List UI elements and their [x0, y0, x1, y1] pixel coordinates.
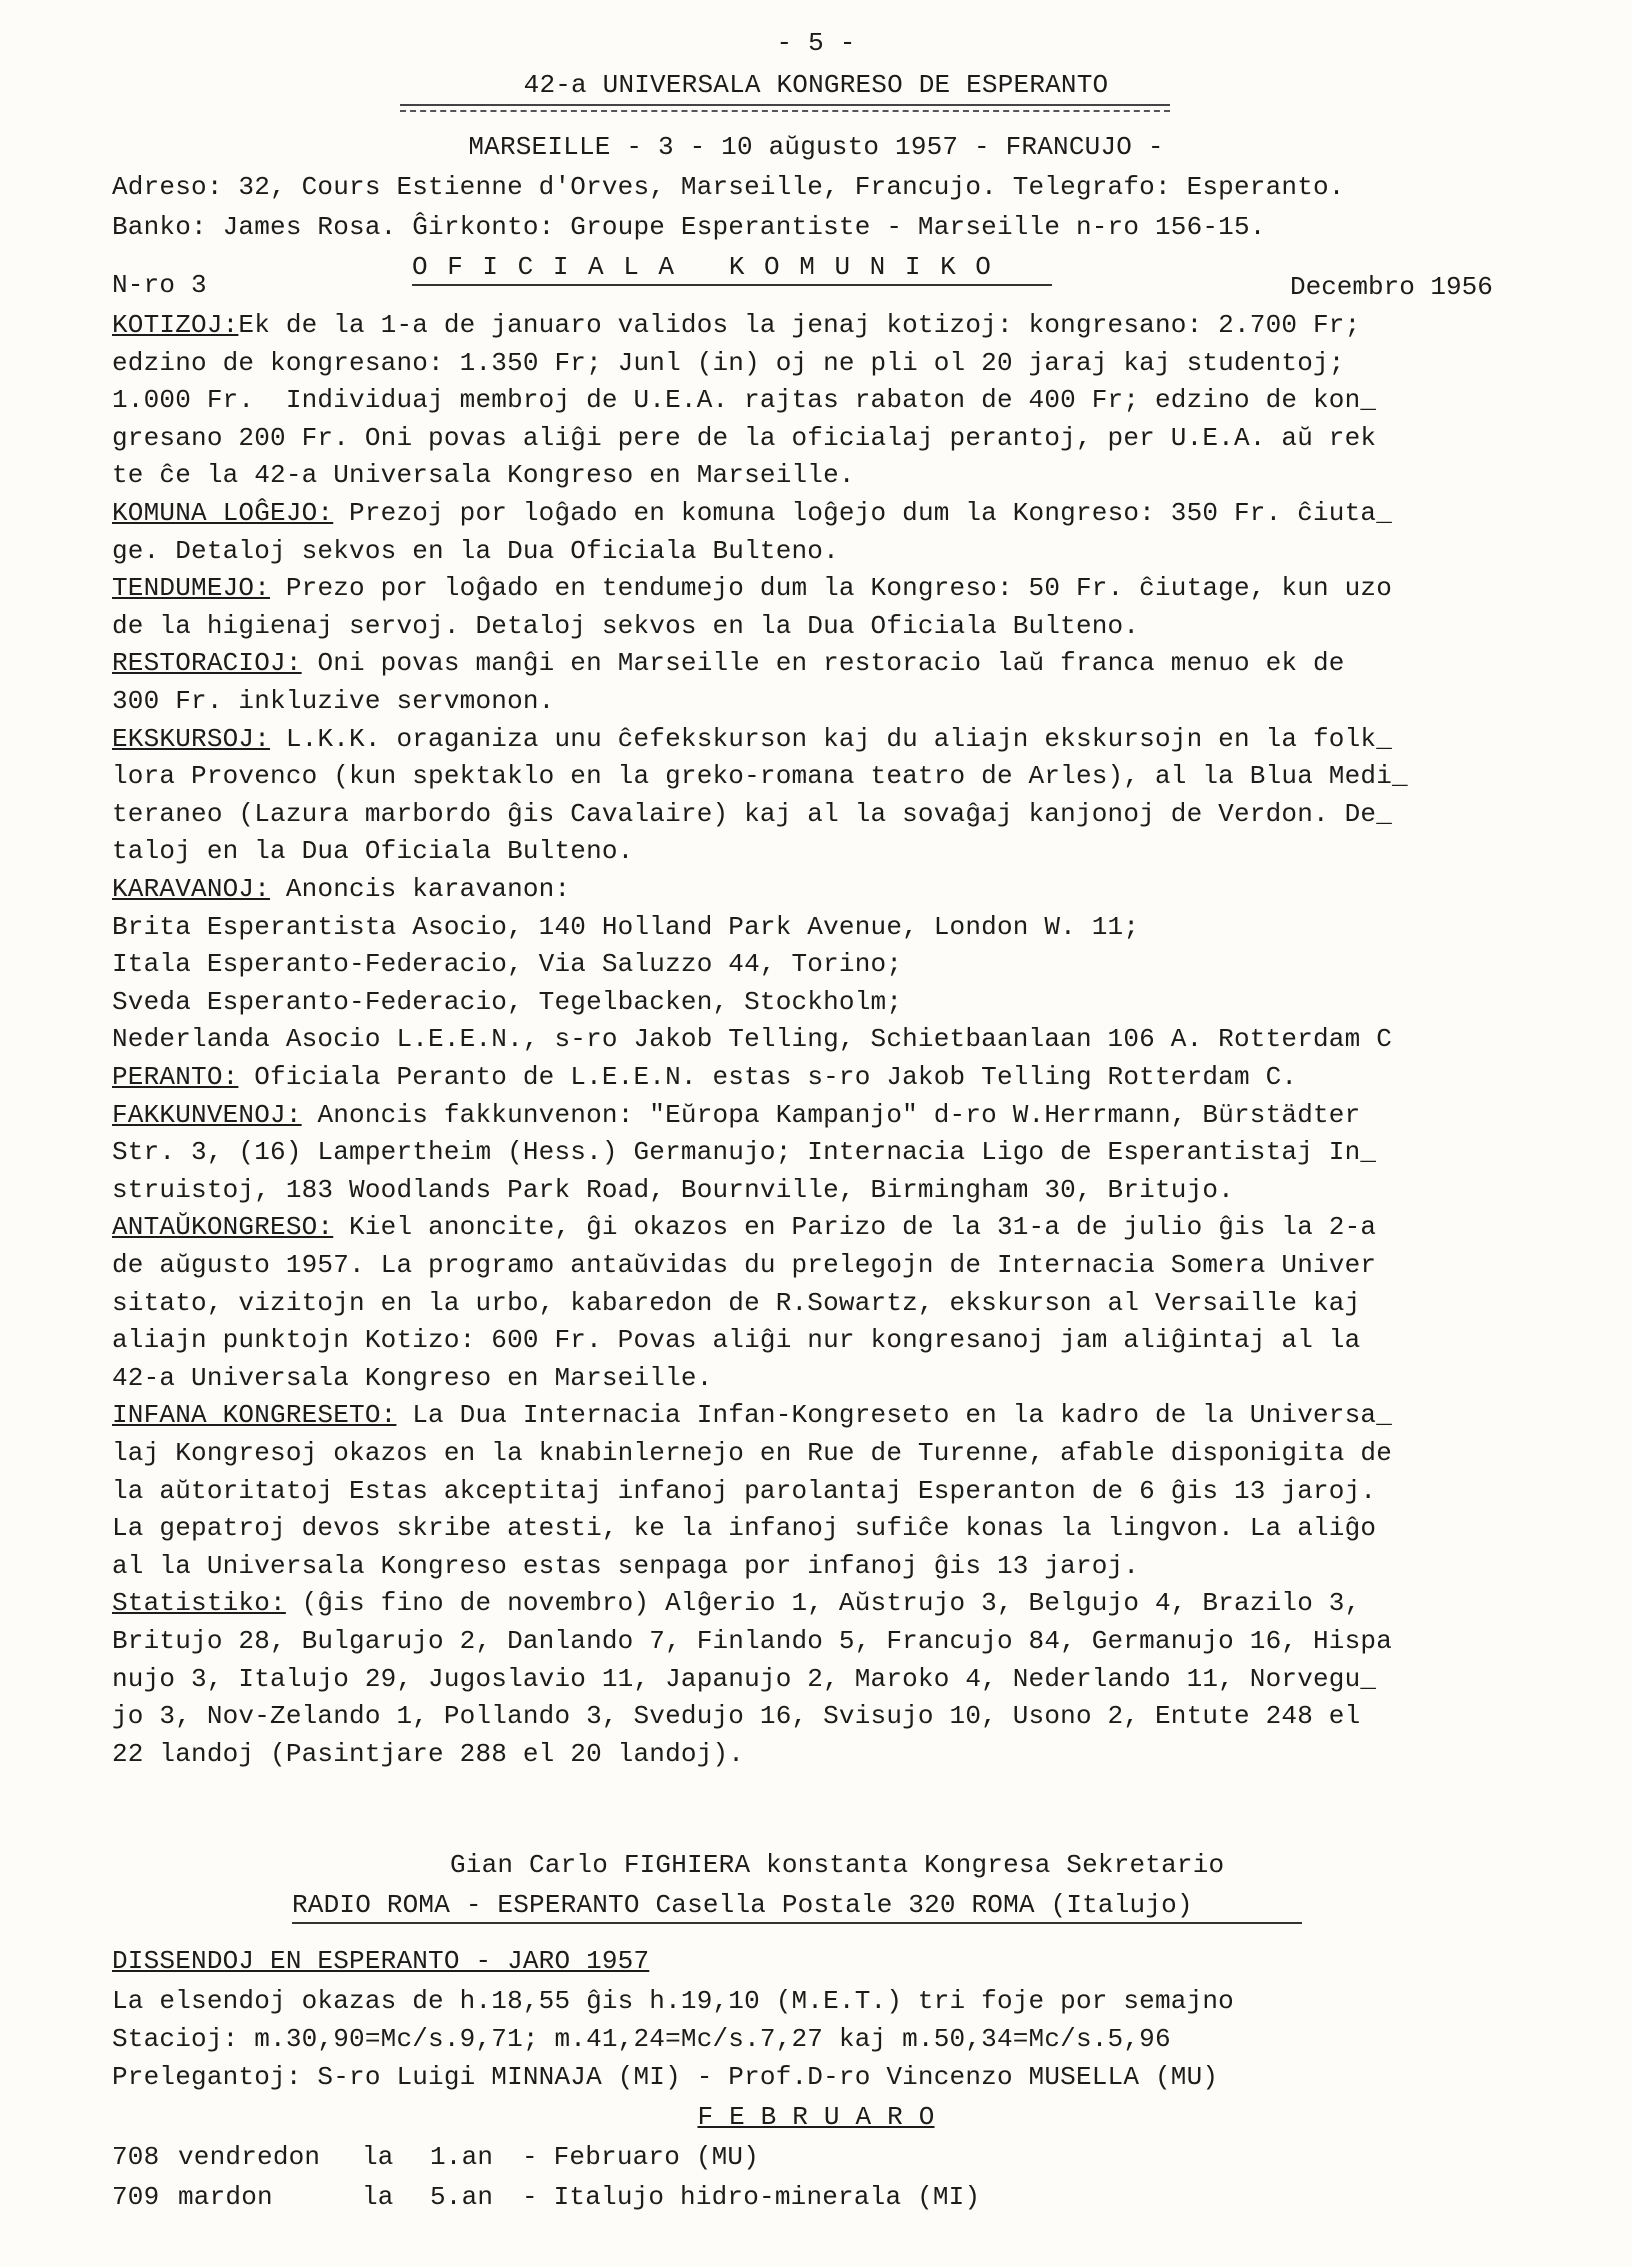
- section-label: KOTIZOJ:: [112, 310, 239, 340]
- schedule-topic: - Februaro (MU): [522, 2142, 760, 2172]
- section-line: 22 landoj (Pasintjare 288 el 20 landoj).: [112, 1738, 745, 1769]
- issue-date: Decembro 1956: [1290, 272, 1493, 302]
- section-first-line: [112, 724, 1392, 754]
- section-line: 300 Fr. inkluzive servmonon.: [112, 686, 555, 716]
- section-text: Oficiala Peranto de L.E.E.N. estas s-ro Jakob Telling Rotterdam C.: [238, 1062, 1298, 1092]
- section-text: Anoncis fakkunvenon: "Eŭropa Kampanjo" d-ro W.Herrmann, Bürstädter: [301, 1099, 1361, 1130]
- section-first-line: [112, 1062, 1297, 1092]
- section-label: KOMUNA LOĜEJO:: [112, 498, 334, 528]
- section-line: sitato, vizitojn en la urbo, kabaredon de R.Sowartz, ekskurson al Versaille kaj: [112, 1287, 1361, 1318]
- section-line: 1.000 Fr. Individuaj membroj de U.E.A. rajtas rabaton de 400 Fr; edzino de kon_: [112, 385, 1377, 416]
- section-line: de aŭgusto 1957. La programo antaŭvidas du prelegojn de Internacia Somera Univer: [112, 1250, 1377, 1280]
- page-number: - 5 -: [776, 28, 856, 58]
- section-text: (ĝis fino de novembro) Alĝerio 1, Aŭstrujo 3, Belgujo 4, Brazilo 3,: [285, 1588, 1361, 1619]
- section-line: 42-a Universala Kongreso en Marseille.: [112, 1362, 713, 1393]
- section-line: Britujo 28, Bulgarujo 2, Danlando 7, Finlando 5, Francujo 84, Germanujo 16, Hispa: [112, 1626, 1393, 1656]
- section-first-line: [112, 1588, 1360, 1618]
- section-line: La gepatroj devos skribe atesti, ke la infanoj sufiĉe konas la lingvon. La aliĝo: [112, 1513, 1377, 1544]
- section-first-line: [112, 573, 1392, 603]
- section-text: Prezo por loĝado en tendumejo dum la Kongreso: 50 Fr. ĉiutage, kun uzo: [270, 573, 1393, 604]
- section-line: laj Kongresoj okazos en la knabinlernejo en Rue de Turenne, afable disponigita de: [112, 1438, 1393, 1468]
- section-line: edzino de kongresano: 1.350 Fr; Junl (in) oj ne pli ol 20 jaraj kaj studentoj;: [112, 347, 1345, 378]
- section-text: Kiel anoncite, ĝi okazos en Parizo de la 31-a de julio ĝis la 2-a: [333, 1212, 1377, 1243]
- signature: Gian Carlo FIGHIERA konstanta Kongresa Sekretario: [450, 1850, 1225, 1880]
- schedule-date: 5.an: [430, 2182, 494, 2212]
- section-label: FAKKUNVENOJ:: [112, 1099, 302, 1130]
- section-label: ANTAŬKONGRESO:: [112, 1212, 334, 1243]
- section-text: Prezoj por loĝado en komuna loĝejo dum la Kongreso: 350 Fr. ĉiuta_: [333, 498, 1393, 528]
- section-line: taloj en la Dua Oficiala Bulteno.: [112, 836, 634, 867]
- broadcast-line: Stacioj: m.30,90=Mc/s.9,71; m.41,24=Mc/s.7,27 kaj m.50,34=Mc/s.5,96: [112, 2024, 1171, 2054]
- broadcast-title: DISSENDOJ EN ESPERANTO - JARO 1957: [112, 1946, 650, 1976]
- schedule-day: mardon: [178, 2182, 273, 2212]
- section-first-line: [112, 1212, 1376, 1242]
- section-line: struistoj, 183 Woodlands Park Road, Bournville, Birmingham 30, Britujo.: [112, 1174, 1234, 1205]
- section-first-line: [112, 310, 1360, 340]
- section-label: Statistiko:: [112, 1588, 286, 1619]
- section-line: al la Universala Kongreso estas senpaga por infanoj ĝis 13 jaroj.: [112, 1550, 1140, 1581]
- schedule-num: 709: [112, 2182, 160, 2212]
- schedule-la: la: [362, 2142, 394, 2172]
- section-line: la aŭtoritatoj Estas akceptitaj infanoj parolantaj Esperanton de 6 ĝis 13 jaroj.: [112, 1475, 1377, 1506]
- schedule-date: 1.an: [430, 2142, 494, 2172]
- issue-number: N-ro 3: [112, 270, 207, 300]
- section-line: teraneo (Lazura marbordo ĝis Cavalaire) kaj al la sovaĝaj kanjonoj de Verdon. De_: [112, 798, 1393, 829]
- section-text: L.K.K. oraganiza unu ĉefekskurson kaj du aliajn ekskursojn en la folk_: [270, 723, 1393, 754]
- section-label: TENDUMEJO:: [112, 573, 271, 604]
- section-line: jo 3, Nov-Zelando 1, Pollando 3, Svedujo 16, Svisujo 10, Usono 2, Entute 248 el: [112, 1701, 1361, 1732]
- section-line: Str. 3, (16) Lampertheim (Hess.) Germanujo; Internacia Ligo de Esperantistaj In_: [112, 1137, 1377, 1168]
- section-first-line: [112, 1400, 1392, 1430]
- schedule-la: la: [362, 2182, 394, 2212]
- section-text: Anoncis karavanon:: [270, 874, 571, 904]
- section-label: EKSKURSOJ:: [112, 723, 271, 754]
- schedule-day: vendredon: [178, 2142, 321, 2172]
- section-first-line: [112, 498, 1392, 528]
- radio-header: RADIO ROMA - ESPERANTO Casella Postale 320 ROMA (Italujo): [292, 1890, 1193, 1920]
- section-line: Sveda Esperanto-Federacio, Tegelbacken, Stockholm;: [112, 986, 903, 1017]
- radio-header-rule: [292, 1922, 1302, 1924]
- section-label: KARAVANOJ:: [112, 874, 271, 904]
- communique-underline: [412, 284, 1052, 286]
- section-line: gresano 200 Fr. Oni povas aliĝi pere de la oficialaj perantoj, per U.E.A. aŭ rek: [112, 422, 1377, 453]
- title-rule-bottom: [400, 110, 1170, 112]
- section-line: Itala Esperanto-Federacio, Via Saluzzo 44, Torino;: [112, 949, 903, 980]
- section-text: La Dua Internacia Infan-Kongreseto en la kadro de la Universa_: [396, 1400, 1393, 1431]
- section-first-line: [112, 874, 570, 904]
- address-line: Adreso: 32, Cours Estienne d'Orves, Marseille, Francujo. Telegrafo: Esperanto.: [112, 172, 1345, 202]
- section-line: lora Provenco (kun spektaklo en la greko-romana teatro de Arles), al la Blua Medi_: [112, 761, 1408, 792]
- section-text: Oni povas manĝi en Marseille en restoracio laŭ franca menuo ek de: [301, 648, 1345, 679]
- broadcast-line: Prelegantoj: S-ro Luigi MINNAJA (MI) - Prof.D-ro Vincenzo MUSELLA (MU): [112, 2062, 1219, 2092]
- section-first-line: [112, 1100, 1360, 1130]
- title-rule-top: [400, 104, 1170, 106]
- section-label: RESTORACIOJ:: [112, 648, 302, 679]
- broadcast-line: La elsendoj okazas de h.18,55 ĝis h.19,10 (M.E.T.) tri foje por semajno: [112, 1986, 1234, 2016]
- schedule-num: 708: [112, 2142, 160, 2172]
- section-line: Brita Esperantista Asocio, 140 Holland Park Avenue, London W. 11;: [112, 911, 1140, 942]
- congress-title: 42-a UNIVERSALA KONGRESO DE ESPERANTO: [523, 70, 1109, 100]
- section-line: nujo 3, Italujo 29, Jugoslavio 11, Japanujo 2, Maroko 4, Nederlando 11, Norvegu_: [112, 1663, 1377, 1694]
- section-line: ge. Detaloj sekvos en la Dua Oficiala Bulteno.: [112, 535, 839, 566]
- section-label: PERANTO:: [112, 1062, 239, 1092]
- section-line: de la higienaj servoj. Detaloj sekvos en la Dua Oficiala Bulteno.: [112, 610, 1140, 641]
- section-line: Nederlanda Asocio L.E.E.N., s-ro Jakob Telling, Schietbaanlaan 106 A. Rotterdam C: [112, 1024, 1393, 1055]
- communique-title: O F I C I A L A K O M U N I K O: [412, 252, 993, 282]
- schedule-topic: - Italujo hidro-minerala (MI): [522, 2182, 981, 2212]
- section-first-line: [112, 648, 1345, 678]
- section-label: INFANA KONGRESETO:: [112, 1400, 397, 1431]
- section-line: aliajn punktojn Kotizo: 600 Fr. Povas aliĝi nur kongresanoj jam aliĝintaj al la: [112, 1325, 1361, 1356]
- bank-line: Banko: James Rosa. Ĝirkonto: Groupe Esperantiste - Marseille n-ro 156-15.: [112, 212, 1266, 242]
- section-text: Ek de la 1-a de januaro validos la jenaj kotizoj: kongresano: 2.700 Fr;: [238, 310, 1361, 340]
- place-date: MARSEILLE - 3 - 10 aŭgusto 1957 - FRANCUJO -: [468, 132, 1164, 162]
- month-title: F E B R U A R O: [697, 2102, 935, 2132]
- section-line: te ĉe la 42-a Universala Kongreso en Marseille.: [112, 460, 855, 491]
